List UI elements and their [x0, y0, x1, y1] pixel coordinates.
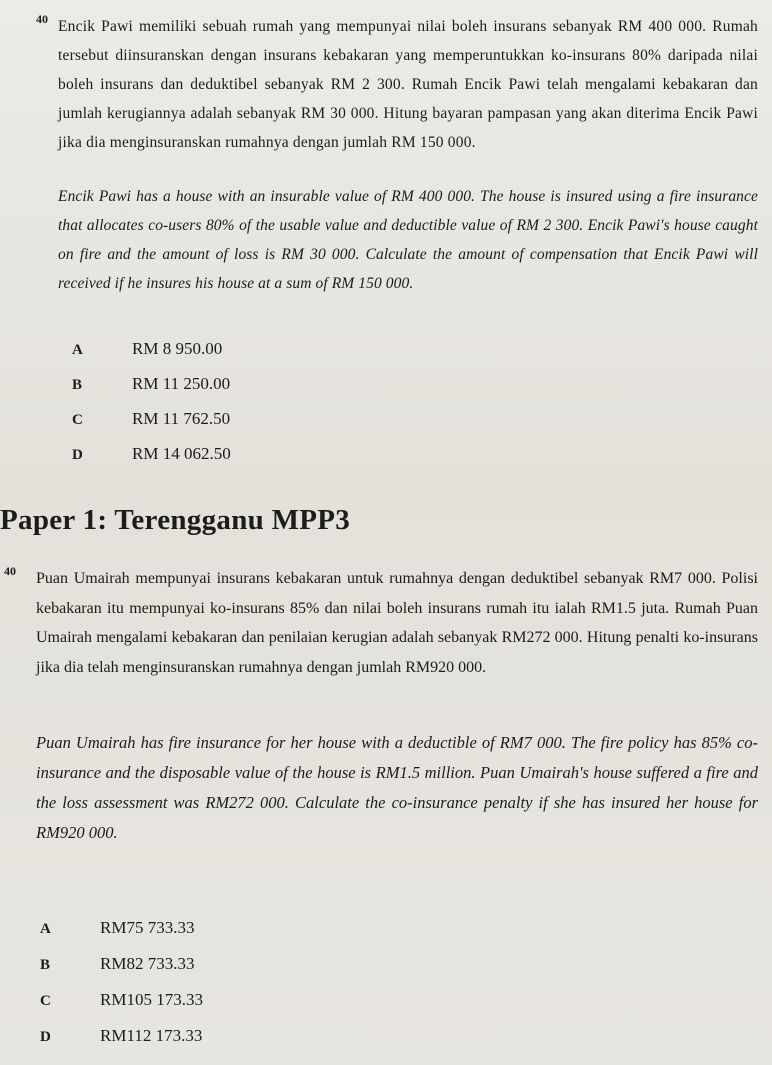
- question-2: [4, 564, 758, 682]
- option-b[interactable]: [40, 954, 540, 974]
- option-letter: D: [40, 1029, 51, 1045]
- option-d[interactable]: [72, 444, 572, 464]
- option-a[interactable]: [40, 918, 540, 938]
- question-number: 40: [36, 12, 48, 26]
- option-letter: A: [40, 921, 51, 937]
- option-value: RM112 173.33: [100, 1026, 203, 1045]
- option-c[interactable]: [72, 409, 572, 429]
- option-d[interactable]: [40, 1026, 540, 1046]
- option-a[interactable]: [72, 339, 572, 359]
- option-b[interactable]: [72, 374, 572, 394]
- question-text-malay: Puan Umairah mempunyai insurans kebakaran untuk rumahnya dengan deduktibel sebanyak RM7 000. Polisi kebakaran itu mempunyai ko-insurans 85% dan nilai boleh insurans rumah itu ialah RM1.5 juta. Rumah Puan Umairah mengalami kebakaran dan penilaian kerugian adalah sebanyak RM272 000. Hitung penalti ko-insurans jika dia telah menginsuranskan rumahnya dengan jumlah RM920 000.: [36, 570, 758, 676]
- question-text-malay: Encik Pawi memiliki sebuah rumah yang mempunyai nilai boleh insurans sebanyak RM 400 000. Rumah tersebut diinsuranskan dengan insurans kebakaran yang memperuntukkan ko-insurans 80% daripada nilai boleh insurans dan deduktibel sebanyak RM 2 300. Rumah Encik Pawi telah mengalami kebakaran dan jumlah kerugiannya adalah sebanyak RM 30 000. Hitung bayaran pampasan yang akan diterima Encik Pawi jika dia menginsuranskan rumahnya dengan jumlah RM 150 000.: [58, 18, 758, 151]
- option-letter: C: [40, 993, 51, 1009]
- question-2-english: [36, 728, 758, 848]
- option-value: RM 14 062.50: [132, 444, 231, 463]
- option-value: RM 11 250.00: [132, 374, 231, 393]
- question-1: [36, 12, 758, 157]
- section-heading: Paper 1: Terengganu MPP3: [0, 504, 351, 536]
- option-c[interactable]: [40, 990, 540, 1010]
- option-letter: D: [72, 447, 83, 463]
- answer-options-q1: [72, 339, 572, 464]
- option-letter: B: [40, 957, 51, 973]
- option-letter: A: [72, 342, 83, 358]
- question-text-english: Encik Pawi has a house with an insurable value of RM 400 000. The house is insured using a fire insurance that allocates co-users 80% of the usable value and deductible value of RM 2 300. Encik Pawi's house caught on fire and the amount of loss is RM 30 000. Calculate the amount of compensation that Encik Pawi will received if he insures his house at a sum of RM 150 000.: [58, 188, 758, 292]
- option-value: RM 11 762.50: [132, 409, 231, 428]
- question-number: 40: [4, 564, 16, 578]
- option-letter: B: [72, 377, 83, 393]
- option-value: RM75 733.33: [100, 918, 195, 937]
- question-1-english: [58, 182, 758, 298]
- answer-options-q2: [40, 918, 540, 1046]
- option-value: RM82 733.33: [100, 954, 195, 973]
- question-text-english: Puan Umairah has fire insurance for her house with a deductible of RM7 000. The fire policy has 85% co-insurance and the disposable value of the house is RM1.5 million. Puan Umairah's house suffered a fire and the loss assessment was RM272 000. Calculate the co-insurance penalty if she has insured her house for RM920 000.: [36, 733, 758, 842]
- option-letter: C: [72, 412, 83, 428]
- option-value: RM105 173.33: [100, 990, 203, 1009]
- option-value: RM 8 950.00: [132, 339, 223, 358]
